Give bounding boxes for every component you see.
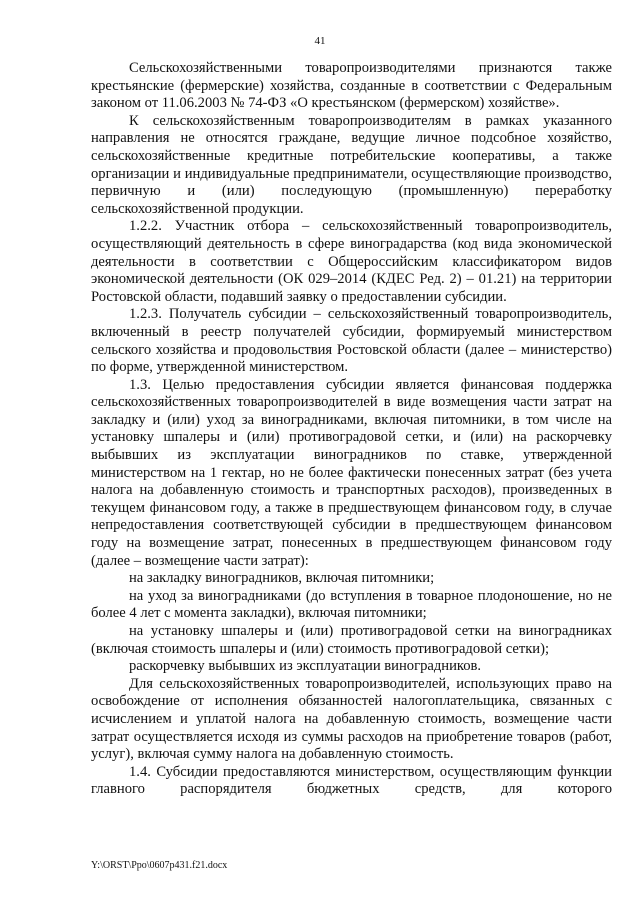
paragraph-vat-exemption: Для сельскохозяйственных товаропроизводителей, использующих право на освобождение от исполнения обязанностей налогоплательщика, связанных с исчислением и уплатой налога на добавленную стоимость, возмещение части затрат осуществляется исходя из суммы расходов на приобретение товаров (работ, услуг), включая сумму налога на добавленную стоимость. bbox=[91, 675, 612, 763]
list-item-uprooting: раскорчевку выбывших из эксплуатации виноградников. bbox=[129, 658, 482, 675]
paragraph-1-3-purpose: 1.3. Целью предоставления субсидии является финансовая поддержка сельскохозяйственных товаропроизводителей в виде возмещения части затрат на закладку и (или) уход за виноградниками, включая питомники, в том числе на установку шпалеры и (или) противоградовой сетки, и (или) на раскорчевку выбывших из эксплуатации виноградников по ставке, утвержденной министерством на 1 гектар, но не более фактически понесенных затрат (без учета налога на добавленную стоимость и транспортных расходов), произведенных в текущем финансовом году, а также в предшествующем финансовом году, в случае непредоставления соответствующей субсидии в предшествующем финансовом году на возмещение затрат, понесенных в предшествующем финансовом году (далее – возмещение части затрат): bbox=[91, 376, 612, 569]
page-number: 41 bbox=[314, 35, 326, 47]
paragraph-1-2-2-participant: 1.2.2. Участник отбора – сельскохозяйственный товаропроизводитель, осуществляющий деятельность в сфере виноградарства (код вида экономической деятельности в соответствии с Общероссийским классификатором видов экономической деятельности (ОК 029–2014 (КДЕС Ред. 2) – 01.21) на территории Ростовской области, подавший заявку о предоставлении субсидии. bbox=[91, 218, 612, 305]
paragraph-1-4-subsidies: 1.4. Субсидии предоставляются министерством, осуществляющим функции главного распорядителя бюджетных средств, для которого bbox=[91, 763, 612, 798]
footer-file-path: Y:\ORST\Ppo\0607p431.f21.docx bbox=[91, 860, 228, 871]
list-item-care: на уход за виноградниками (до вступления в товарное плодоношение, но не более 4 лет с момента закладки), включая питомники; bbox=[91, 587, 612, 622]
paragraph-farm-definition: Сельскохозяйственными товаропроизводителями признаются также крестьянские (фермерские) хозяйства, созданные в соответствии с Федеральным законом от 11.06.2003 № 74-ФЗ «О крестьянском (фермерском) хозяйстве». bbox=[91, 60, 612, 112]
list-item-planting: на закладку виноградников, включая питомники; bbox=[129, 570, 435, 587]
paragraph-exclusions: К сельскохозяйственным товаропроизводителям в рамках указанного направления не относятся граждане, ведущие личное подсобное хозяйство, сельскохозяйственные кредитные потребительские кооперативы, а также организации и индивидуальные предприниматели, осуществляющие производство, первичную и (или) последующую (промышленную) переработку сельскохозяйственной продукции. bbox=[91, 112, 612, 217]
list-item-trellis: на установку шпалеры и (или) противоградовой сетки на виноградниках (включая стоимость шпалеры и (или) стоимость противоградовой сетки); bbox=[91, 623, 612, 657]
paragraph-1-2-3-recipient: 1.2.3. Получатель субсидии – сельскохозяйственный товаропроизводитель, включенный в реестр получателей субсидии, формируемый министерством сельского хозяйства и продовольствия Ростовской области (далее – министерство) по форме, утвержденной министерством. bbox=[91, 306, 612, 376]
document-body bbox=[91, 60, 612, 799]
